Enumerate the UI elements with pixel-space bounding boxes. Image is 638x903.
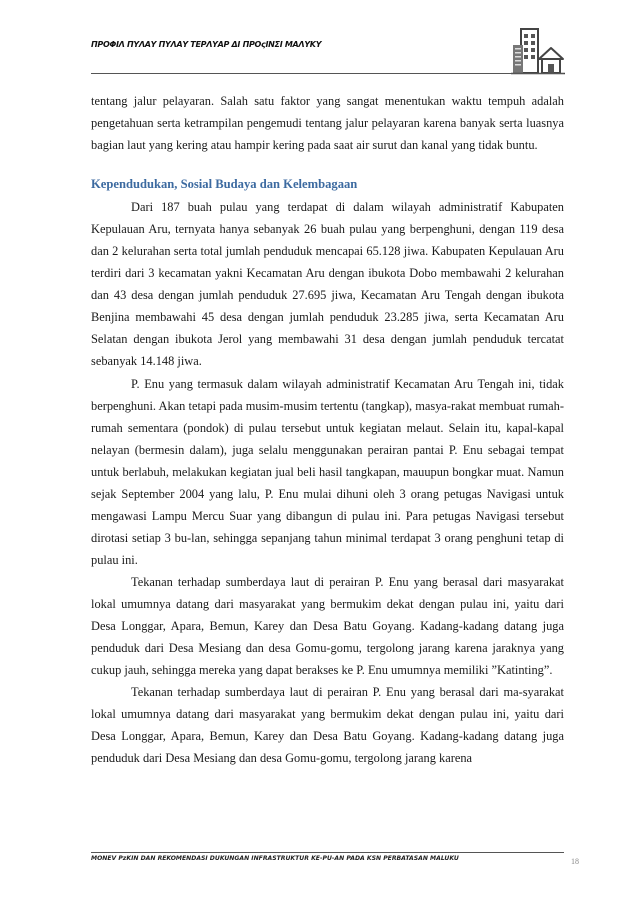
paragraph-tekanan-1: Tekanan terhadap sumberdaya laut di perairan P. Enu yang berasal dari masyarakat lokal umumnya datang dari masyarakat yang bermukim dekat dengan pulau ini, yaitu dari Desa Longgar, Apara, Bemun, Karey dan Desa Batu Goyang. Kadang-kadang datang juga penduduk dari Desa Mesiang dan desa Gomu-gomu, tergolong jarang karena jaraknya yang cukup jauh, sehingga mereka yang dapat berakses ke P. Enu umumnya memiliki ”Katinting”.	[91, 574, 564, 678]
section-heading: Kependudukan, Sosial Budaya dan Kelembagaan	[91, 177, 358, 192]
running-header-title: ΠΡΟΦΙΛ ΠΥΛΑΥ ΠΥΛΑΥ ΤΕΡΛΥΑΡ ΔΙ ΠΡΟςΙΝΣΙ ΜΑΛΥΚΥ	[91, 40, 322, 49]
paragraph-jalur-pelayaran: tentang jalur pelayaran. Salah satu faktor yang sangat menentukan waktu tempuh adalah pengetahuan serta ketrampilan pengemudi tentang jalur pelayaran karena banyak serta luasnya bagian laut yang kering atau hampir kering pada saat air surut dan kanal yang tidak buntu.	[91, 94, 564, 153]
building-house-icon	[511, 27, 565, 75]
page-number: 18	[571, 857, 579, 866]
paragraph-tekanan-2: Tekanan terhadap sumberdaya laut di perairan P. Enu yang berasal dari ma-syarakat lokal umumnya datang dari masyarakat yang bermukim dekat dengan pulau ini, yaitu dari Desa Longgar, Apara, Bemun, Karey dan Desa Batu Goyang. Kadang-kadang datang juga penduduk dari Desa Mesiang dan desa Gomu-gomu, tergolong jarang karena	[91, 685, 564, 766]
paragraph-p-enu: P. Enu yang termasuk dalam wilayah administratif Kecamatan Aru Tengah ini, tidak berpenghuni. Akan tetapi pada musim-musim tertentu (tangkap), masya-rakat membuat rumah-rumah sementara (pondok) di pulau tersebut untuk kegiatan melaut. Selain itu, kapal-kapal nelayan (bermesin dalam), juga selalu menggunakan perairan pantai P. Enu sebagai tempat untuk berlabuh, melakukan kegiatan jual beli hasil tangkapan, mauupun bongkar muat. Namun sejak September 2004 yang lalu, P. Enu mulai dihuni oleh 3 orang petugas Navigasi untuk mengawasi Lampu Mercu Suar yang dibangun di pulau ini. Para petugas Navigasi tersebut dirotasi setiap 3 bu-lan, sehingga sepanjang tahun minimal terdapat 3 orang penghuni tetap di pulau ini.	[91, 376, 564, 567]
body-text	[91, 90, 564, 769]
running-footer-text: MONEV PzKIN DAN REKOMENDASI DUKUNGAN INFRASTRUKTUR KE-PU-AN PADA KSN PERBATASAN MALUKU	[91, 855, 459, 862]
paragraph-jumlah-pulau: Dari 187 buah pulau yang terdapat di dalam wilayah administratif Kabupaten Kepulauan Aru, ternyata hanya sebanyak 26 buah pulau yang berpenghuni, dengan 119 desa dan 2 kelurahan serta total jumlah penduduk mencapai 65.128 jiwa. Kabupaten Kepulauan Aru terdiri dari 3 kecamatan yakni Kecamatan Aru dengan ibukota Dobo membawahi 2 kelurahan dan 43 desa dengan jumlah penduduk 27.695 jiwa, Kecamatan Aru Tengah dengan ibukota Benjina membawahi 45 desa dengan jumlah penduduk 23.285 jiwa, serta Kecamatan Aru Selatan dengan ibukota Jerol yang membawahi 31 desa dengan jumlah penduduk tercatat sebanyak 14.148 jiwa.	[91, 200, 564, 369]
header-rule	[91, 73, 564, 74]
footer-rule	[91, 852, 564, 853]
